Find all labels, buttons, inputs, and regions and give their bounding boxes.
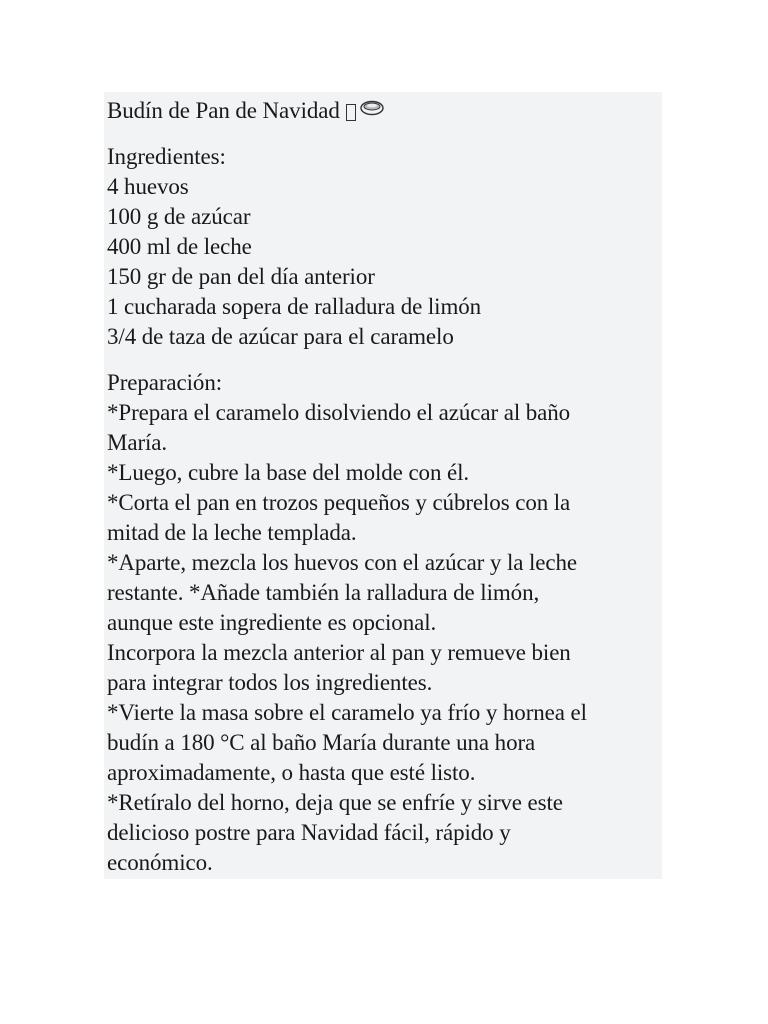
preparation-line: para integrar todos los ingredientes. [107,670,433,695]
preparation-line: restante. *Añade también la ralladura de limón, [107,580,540,605]
ingredient-item: 1 cucharada sopera de ralladura de limón [107,294,482,319]
ingredient-item: 3/4 de taza de azúcar para el caramelo [107,324,454,349]
preparation-line: María. [107,430,168,455]
preparation-line: *Aparte, mezcla los huevos con el azúcar y la leche [107,550,578,575]
ingredients-heading: Ingredientes: [107,144,226,169]
spacer [107,126,662,142]
ingredients-list [107,172,662,352]
recipe-text-block [104,92,662,879]
preparation-line: Incorpora la mezcla anterior al pan y remueve bien [107,640,571,665]
preparation-line: aunque este ingrediente es opcional. [107,610,437,635]
preparation-line: económico. [107,850,213,875]
preparation-line: aproximadamente, o hasta que esté listo. [107,760,476,785]
spacer [107,352,662,368]
preparation-line: *Vierte la masa sobre el caramelo ya frío y hornea el [107,700,587,725]
ingredient-item: 100 g de azúcar [107,204,251,229]
preparation-line: mitad de la leche templada. [107,520,357,545]
ingredient-item: 400 ml de leche [107,234,252,259]
missing-glyph-icon [346,104,356,121]
recipe-title-line [107,96,662,126]
recipe-title: Budín de Pan de Navidad [107,98,340,123]
preparation-line: budín a 180 °C al baño María durante una hora [107,730,536,755]
bowl-icon [359,96,385,126]
preparation-line: *Prepara el caramelo disolviendo el azúcar al baño [107,400,571,425]
ingredient-item: 150 gr de pan del día anterior [107,264,375,289]
preparation-line: *Corta el pan en trozos pequeños y cúbrelos con la [107,490,571,515]
preparation-line: delicioso postre para Navidad fácil, rápido y [107,820,511,845]
preparation-heading: Preparación: [107,370,223,395]
preparation-line: *Luego, cubre la base del molde con él. [107,460,470,485]
ingredient-item: 4 huevos [107,174,189,199]
preparation-line: *Retíralo del horno, deja que se enfríe y sirve este [107,790,563,815]
preparation-steps [107,398,662,878]
